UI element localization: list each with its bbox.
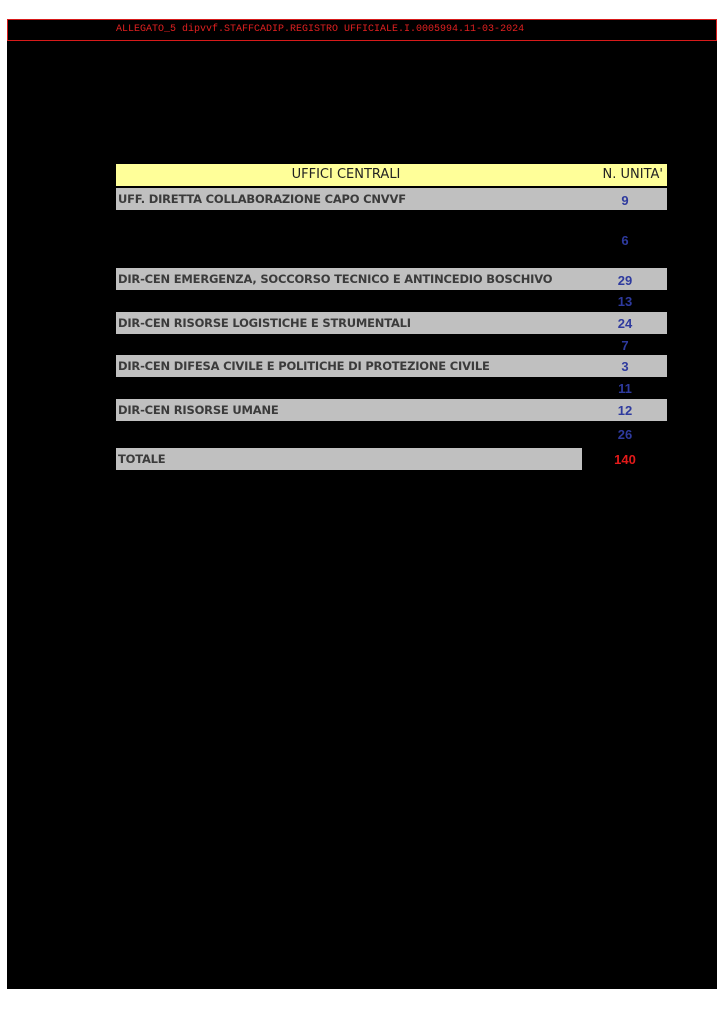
row-label: DIR-CEN RISORSE UMANE (118, 403, 279, 417)
row-value: 24 (617, 316, 633, 331)
table-row (116, 268, 667, 290)
table-header (116, 164, 667, 186)
header-count-label: N. UNITA' (602, 167, 663, 182)
row-value: 12 (617, 403, 633, 418)
table-row (116, 355, 667, 377)
row-label: DIR-CEN DIFESA CIVILE E POLITICHE DI PROTEZIONE CIVILE (118, 359, 490, 373)
table-row (116, 188, 667, 210)
total-label: TOTALE (118, 452, 166, 466)
row-value: 26 (617, 427, 633, 442)
row-value: 7 (621, 338, 629, 353)
row-value: 9 (621, 193, 629, 208)
total-row (116, 448, 582, 470)
row-label: DIR-CEN EMERGENZA, SOCCORSO TECNICO E ANTINCEDIO BOSCHIVO (118, 272, 553, 286)
total-value: 140 (614, 452, 636, 467)
row-label: UFF. DIRETTA COLLABORAZIONE CAPO CNVVF (118, 192, 406, 206)
row-label: DIR-CEN RISORSE LOGISTICHE E STRUMENTALI (118, 316, 411, 330)
row-value: 13 (617, 294, 633, 309)
header-offices-label: UFFICI CENTRALI (291, 167, 401, 182)
table-row (116, 312, 667, 334)
row-value: 6 (621, 233, 629, 248)
row-value: 3 (621, 359, 629, 374)
row-value: 29 (617, 273, 633, 288)
protocol-stamp: ALLEGATO_5 dipvvf.STAFFCADIP.REGISTRO UFFICIALE.I.0005994.11-03-2024 (7, 19, 717, 41)
table-row (116, 399, 667, 421)
row-value: 11 (618, 381, 632, 396)
